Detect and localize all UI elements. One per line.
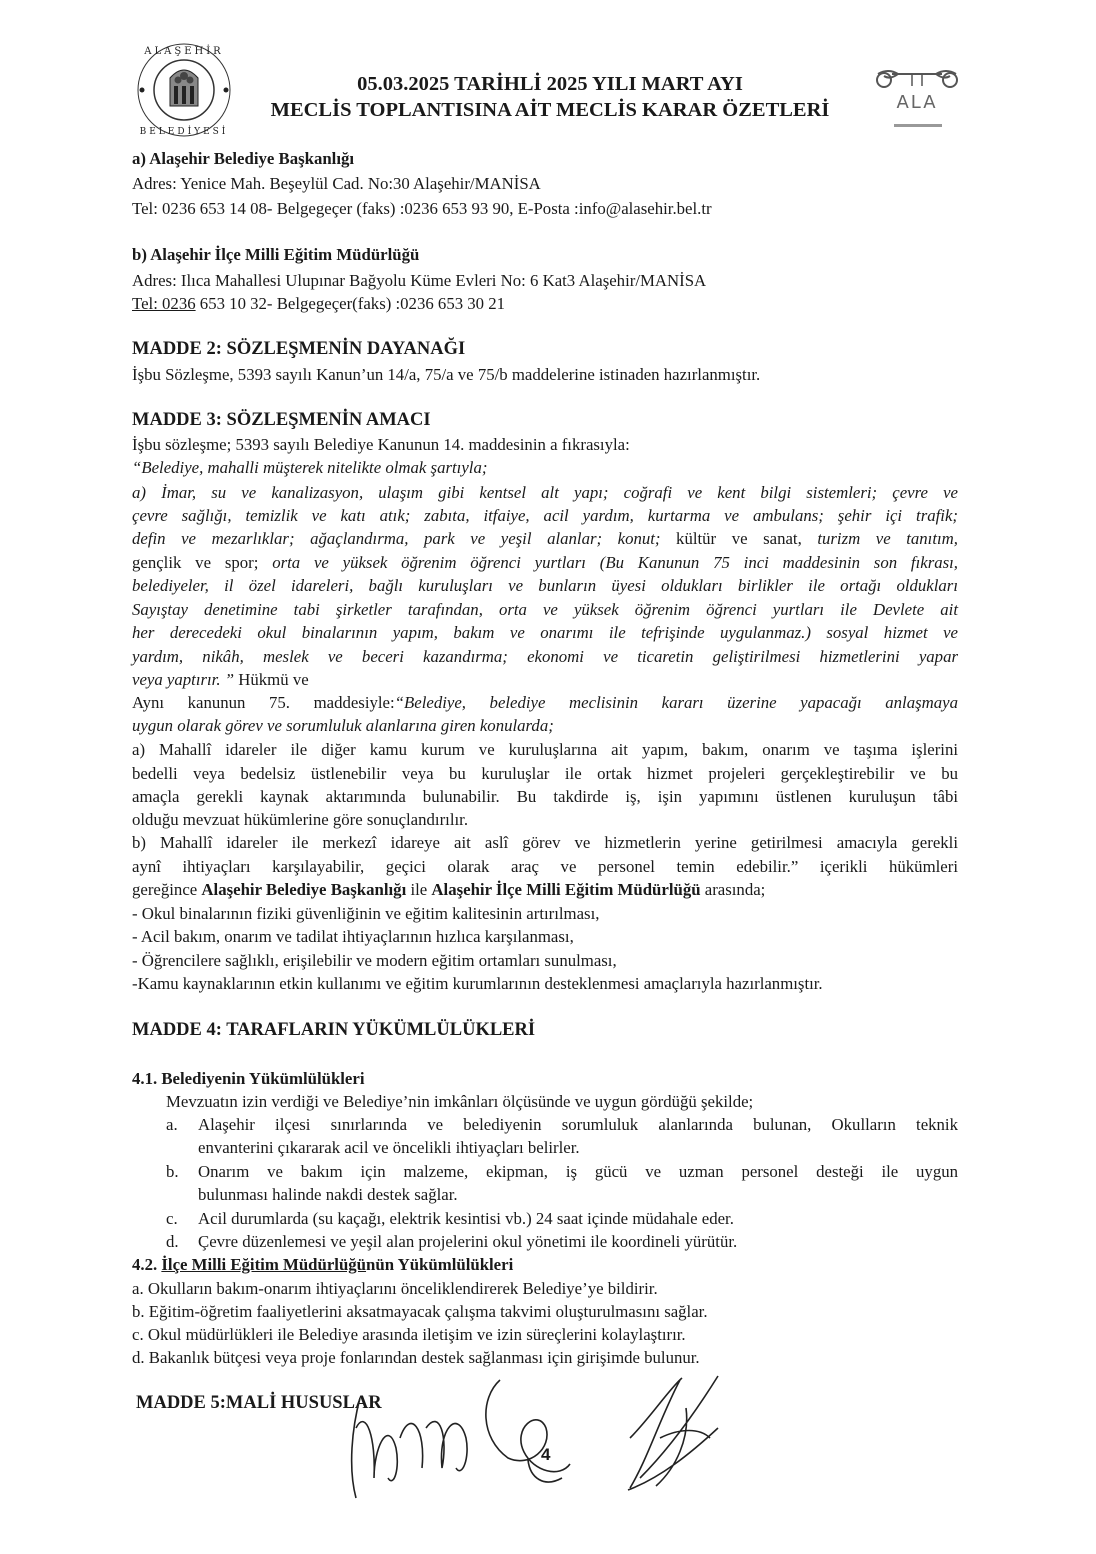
madde4-s1-item: envanterini çıkararak acil ve öncelikli ihtiyaçları belirler.	[198, 1138, 580, 1157]
madde3-span: orta ve yüksek öğrenim öğrenci yurtları (Bu Kanunun 75 inci maddesinin son fıkrası,	[272, 553, 958, 572]
madde4-s1-item: bulunması halinde nakdi destek sağlar.	[198, 1185, 458, 1204]
madde4-s1-title: 4.1. Belediyenin Yükümlülükleri	[132, 1069, 365, 1088]
madde3-line	[132, 528, 958, 550]
madde3-line: Sayıştay denetimine tabi şirketler tarafından, orta ve yüksek öğrenim öğrenci yurtları ile Devlete ait	[132, 600, 958, 619]
madde5-title: MADDE 5:MALİ HUSUSLAR	[136, 1393, 382, 1413]
madde3-span: gençlik ve spor;	[132, 553, 273, 572]
madde3-line: amaçla gerekli kaynak aktarımında bulunabilir. Bu takdirde iş, işin yapımını üstlenen kuruluşun tâbi	[132, 787, 958, 806]
madde3-line	[132, 692, 958, 714]
madde3-list-item: - Acil bakım, onarım ve tadilat ihtiyaçlarının hızlıca karşılanması,	[132, 927, 574, 946]
madde4-s1-intro: Mevzuatın izin verdiği ve Belediye’nin imkânları ölçüsünde ve uygun gördüğü şekilde;	[166, 1092, 754, 1111]
madde3-span: Hükmü ve	[234, 670, 309, 689]
madde4-s1-item: Onarım ve bakım için malzeme, ekipman, iş gücü ve uzman personel desteği ile uygun	[198, 1162, 958, 1181]
madde4-s2-item: b. Eğitim-öğretim faaliyetlerini aksatmayacak çalışma takvimi oluşturulmasını sağlar.	[132, 1302, 708, 1321]
madde3-line: olduğu mevzuat hükümlerine göre sonuçlandırılır.	[132, 810, 469, 829]
madde4-s2-item: a. Okulların bakım-onarım ihtiyaçlarını önceliklendirerek Belediye’ye bildirir.	[132, 1279, 658, 1298]
madde3-span: gereğince	[132, 880, 202, 899]
madde3-line: çevre sağlığı, temizlik ve katı atık; zabıta, itfaiye, acil yardım, kurtarma ve ambulans; şehir içi trafik;	[132, 506, 958, 525]
madde3-line: yardım, nikâh, meslek ve beceri kazandırma; ekonomi ve ticaretin geliştirilmesi hizmetlerini yapar	[132, 647, 958, 666]
madde3-line	[132, 552, 958, 574]
madde2-title: MADDE 2: SÖZLEŞMENİN DAYANAĞI	[132, 339, 466, 359]
madde3-list-item: - Okul binalarının fiziki güvenliğinin ve eğitim kalitesinin artırılması,	[132, 904, 600, 923]
madde3-span: kültür ve sanat,	[660, 529, 818, 548]
party-a-contact: Tel: 0236 653 14 08- Belgegeçer (faks) :0236 653 93 90, E-Posta :info@alasehir.bel.tr	[132, 199, 712, 218]
madde3-span: ile	[406, 880, 432, 899]
header-title-line1: 05.03.2025 TARİHLİ 2025 YILI MART AYI	[357, 73, 743, 95]
madde3-span: Aynı kanunun 75. maddesiyle:	[132, 693, 395, 712]
madde4-s1-item: Çevre düzenlemesi ve yeşil alan projelerini okul yönetimi ile koordineli yürütür.	[198, 1232, 738, 1251]
party-a-title: a) Alaşehir Belediye Başkanlığı	[132, 149, 355, 168]
madde3-line: belediyeler, il özel idareleri, bağlı kuruluşları ve bunların üyesi oldukları birlikler ile ortağı oldukları	[132, 576, 958, 595]
madde4-s2-item: c. Okul müdürlükleri ile Belediye arasında iletişim ve izin süreçlerini kolaylaştırır.	[132, 1325, 686, 1344]
madde4-s2-title-underlined: İlçe Milli Eğitim Müdürlüğü	[161, 1255, 367, 1274]
madde3-line: her derecedeki okul binalarının yapım, bakım ve onarımı ile tefrişinde uygulanmaz.) sosyal hizmet ve	[132, 623, 958, 642]
madde4-title: MADDE 4: TARAFLARIN YÜKÜMLÜLÜKLERİ	[132, 1020, 536, 1040]
madde4-s1-item: Alaşehir ilçesi sınırlarında ve belediyenin sorumluluk alanlarında bulunan, Okulların teknik	[198, 1115, 958, 1134]
madde4-s2-item: d. Bakanlık bütçesi veya proje fonlarından destek sağlanması için girişimde bulunur.	[132, 1348, 700, 1367]
madde3-line: bedelli veya bedelsiz üstlenebilir veya bu kuruluşlar ile ortak hizmet projeleri gerçekleştirebilir ve bu	[132, 764, 958, 783]
ala-column-logo	[872, 66, 962, 136]
madde3-line: aynî ihtiyaçları karşılayabilir, geçici olarak araç ve personel temin edebilir.” içerikli hükümleri	[132, 857, 958, 876]
party-b-tel: Tel: 0236	[132, 294, 196, 313]
madde3-line: a) Mahallî idareler ile diğer kamu kurum ve kuruluşlarına ait yapım, bakım, onarım ve taşıma işlerini	[132, 740, 958, 759]
madde3-line	[132, 879, 765, 901]
madde3-span: “Belediye, belediye meclisinin kararı üzerine yapacağı anlaşmaya	[394, 693, 958, 712]
party-b-contact-rest: 653 10 32- Belgegeçer(faks) :0236 653 30 21	[195, 294, 506, 313]
madde2-text: İşbu Sözleşme, 5393 sayılı Kanun’un 14/a, 75/a ve 75/b maddelerine istinaden hazırlanmıştır.	[132, 365, 761, 384]
party-b-contact	[132, 293, 505, 315]
madde3-span: veya yaptırır. ”	[132, 670, 235, 689]
madde3-span: arasında;	[700, 880, 766, 899]
madde3-line: “Belediye, mahalli müşterek nitelikte olmak şartıyla;	[132, 458, 488, 477]
party-b-title: b) Alaşehir İlçe Milli Eğitim Müdürlüğü	[132, 245, 420, 264]
signatures-handwritten	[330, 1368, 770, 1518]
party-a-address: Adres: Yenice Mah. Beşeylül Cad. No:30 Alaşehir/MANİSA	[132, 174, 541, 193]
madde4-s1-item: Acil durumlarda (su kaçağı, elektrik kesintisi vb.) 24 saat içinde müdahale eder.	[198, 1209, 734, 1228]
madde4-s2-title	[132, 1254, 513, 1276]
madde3-list-item: -Kamu kaynaklarının etkin kullanımı ve eğitim kurumlarının desteklenmesi amaçlarıyla hazırlanmıştır.	[132, 974, 823, 993]
svg-text:ALA: ALA	[896, 92, 938, 113]
svg-text:ALAŞEHİR: ALAŞEHİR	[144, 46, 224, 57]
list-marker: c.	[166, 1209, 178, 1228]
madde3-span: turizm ve tanıtım,	[817, 529, 958, 548]
madde3-line	[132, 669, 309, 691]
madde4-s2-title-num: 4.2.	[132, 1255, 162, 1274]
madde3-list-item: - Öğrencilere sağlıklı, erişilebilir ve modern eğitim ortamları sunulması,	[132, 951, 617, 970]
madde3-line: uygun olarak görev ve sorumluluk alanlarına giren konularda;	[132, 716, 554, 735]
madde3-span: Alaşehir İlçe Milli Eğitim Müdürlüğü	[431, 880, 701, 899]
list-marker: a.	[166, 1115, 178, 1134]
list-marker: d.	[166, 1232, 179, 1251]
madde3-span: Alaşehir Belediye Başkanlığı	[201, 880, 407, 899]
madde3-title: MADDE 3: SÖZLEŞMENİN AMACI	[132, 410, 431, 430]
svg-text:BELEDİYESİ: BELEDİYESİ	[139, 127, 229, 137]
madde4-s2-title-rest: nün Yükümlülükleri	[366, 1255, 514, 1274]
header-title-line2: MECLİS TOPLANTISINA AİT MECLİS KARAR ÖZETLERİ	[270, 99, 830, 121]
municipality-seal-logo	[134, 40, 234, 140]
madde3-line: b) Mahallî idareler ile merkezî idareye ait aslî görev ve hizmetlerin yerine getirilmesi amacıyla gerekli	[132, 833, 958, 852]
list-marker: b.	[166, 1162, 179, 1181]
madde3-line: İşbu sözleşme; 5393 sayılı Belediye Kanunun 14. maddesinin a fıkrasıyla:	[132, 435, 630, 454]
party-b-address: Adres: Ilıca Mahallesi Ulupınar Bağyolu Küme Evleri No: 6 Kat3 Alaşehir/MANİSA	[132, 271, 707, 290]
madde3-span: defin ve mezarlıklar; ağaçlandırma, park ve yeşil alanlar; konut;	[132, 529, 661, 548]
madde3-line: a) İmar, su ve kanalizasyon, ulaşım gibi kentsel alt yapı; coğrafi ve kent bilgi sistemleri; çevre ve	[132, 483, 958, 502]
page-number: 4	[541, 1445, 551, 1464]
